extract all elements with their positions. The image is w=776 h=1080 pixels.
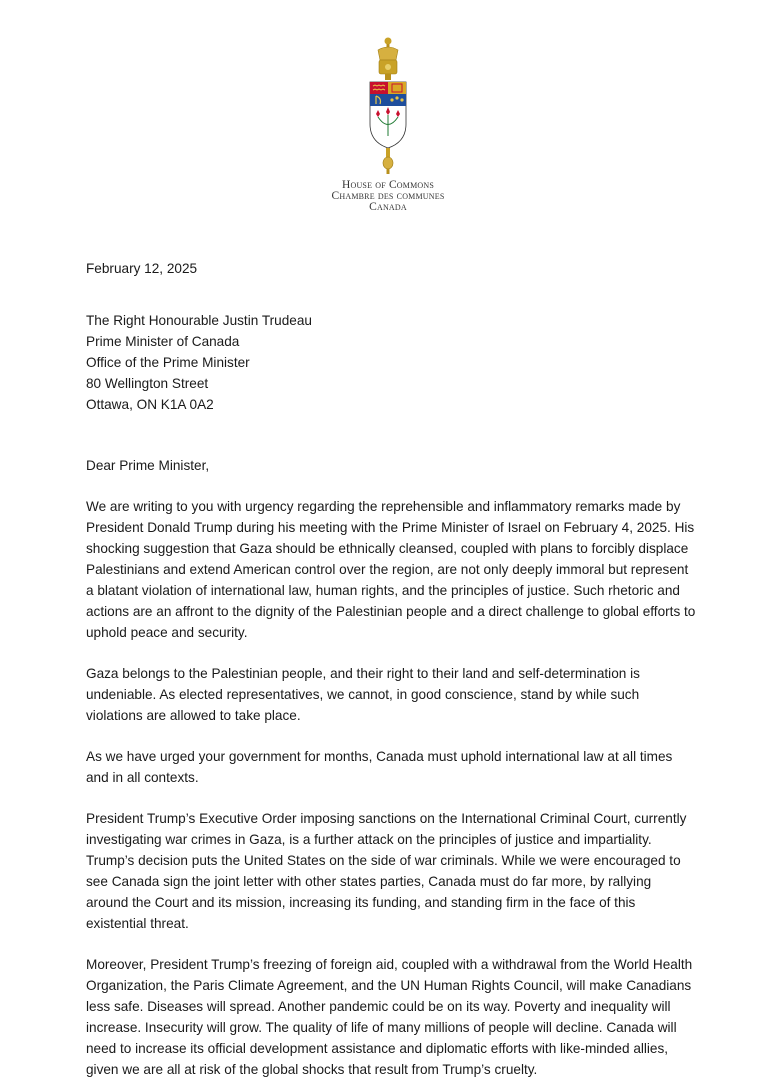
recipient-name: The Right Honourable Justin Trudeau <box>86 313 312 328</box>
paragraph-4: President Trump’s Executive Order imposing sanctions on the International Criminal Court, currently investigating war crimes in Gaza, is a further attack on the principles of justice and impartiality. Trump’s decision puts the United States on the side of war criminals. While we were encouraged to see Canada sign the joint letter with other states parties, Canada must do far more, by rallying around the Court and its mission, increasing its funding, and standing firm in the face of this existential threat. <box>86 811 687 931</box>
organization-name <box>0 180 776 213</box>
paragraph-1: We are writing to you with urgency regarding the reprehensible and inflammatory remarks made by President Donald Trump during his meeting with the Prime Minister of Israel on February 4, 2025. His shocking suggestion that Gaza should be ethnically cleansed, coupled with plans to forcibly displace Palestinians and extend American control over the region, are not only deeply immoral but represent a blatant violation of international law, human rights, and the principles of justice. Such rhetoric and actions are an affront to the dignity of the Palestinian people and a direct challenge to global efforts to uphold peace and security. <box>86 499 696 640</box>
org-country: Canada <box>369 201 407 213</box>
org-name-english: House of Commons <box>341 179 435 191</box>
recipient-street: 80 Wellington Street <box>86 376 209 391</box>
letter-body <box>86 258 696 1080</box>
letterhead <box>0 36 776 213</box>
recipient-city: Ottawa, ON K1A 0A2 <box>86 397 214 412</box>
paragraph-5: Moreover, President Trump’s freezing of foreign aid, coupled with a withdrawal from the World Health Organization, the Paris Climate Agreement, and the UN Human Rights Council, will make Canadians less safe. Diseases will spread. Another pandemic could be on its way. Poverty and inequality will increase. Insecurity will grow. The quality of life of many millions of people will decline. Canada will need to increase its official development assistance and diplomatic efforts with like-minded allies, given we are all at risk of the global shocks that result from Trump’s cruelty. <box>86 957 693 1077</box>
salutation: Dear Prime Minister, <box>86 458 210 473</box>
paragraph-3: As we have urged your government for months, Canada must uphold international law at all times and in all contexts. <box>86 749 673 785</box>
recipient-title: Prime Minister of Canada <box>86 334 240 349</box>
house-of-commons-crest-icon <box>362 36 414 176</box>
recipient-address <box>86 310 696 415</box>
org-name-french: Chambre des communes <box>331 190 445 202</box>
recipient-office: Office of the Prime Minister <box>86 355 250 370</box>
letter-date: February 12, 2025 <box>86 261 198 276</box>
paragraph-2: Gaza belongs to the Palestinian people, and their right to their land and self-determination is undeniable. As elected representatives, we cannot, in good conscience, stand by while such violations are allowed to take place. <box>86 666 640 723</box>
